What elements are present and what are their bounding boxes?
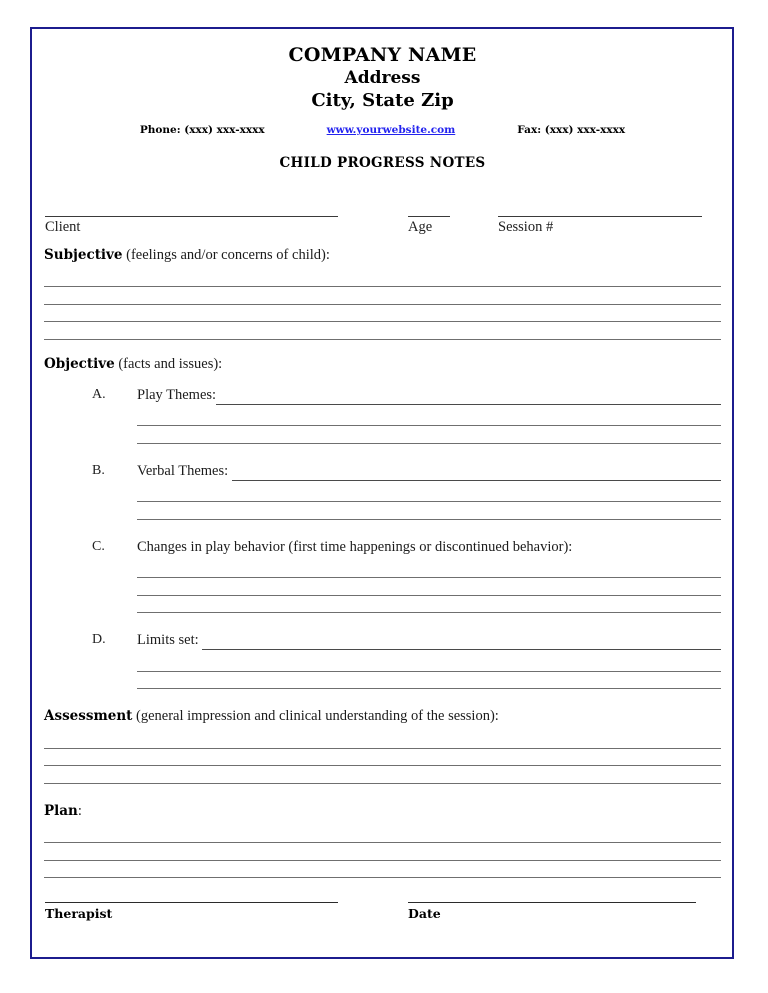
plan-heading-rest: :: [77, 802, 82, 819]
client-label: Client: [45, 218, 81, 235]
item-write-area[interactable]: [137, 409, 721, 444]
phone-text: Phone: (xxx) xxx-xxxx: [139, 123, 265, 136]
therapist-label: Therapist: [45, 906, 113, 921]
section-assessment: [44, 706, 721, 784]
plan-heading-bold: Plan: [44, 802, 78, 819]
subjective-heading: [44, 245, 721, 265]
session-field: [498, 202, 702, 236]
write-line[interactable]: [44, 766, 721, 784]
item-inline-row: [137, 385, 721, 405]
plan-heading: [44, 801, 721, 821]
write-line[interactable]: [44, 731, 721, 749]
write-line[interactable]: [137, 672, 721, 690]
item-letter: D.: [92, 632, 106, 648]
item-label: Verbal Themes:: [137, 462, 232, 479]
date-field: [408, 889, 696, 923]
objective-item-b: [44, 461, 721, 520]
form-title: CHILD PROGRESS NOTES: [279, 154, 486, 171]
write-line[interactable]: [44, 843, 721, 861]
session-number-label: Session #: [498, 218, 554, 235]
item-label: Play Themes:: [137, 386, 217, 403]
item-label: Changes in play behavior (first time happenings or discontinued behavior):: [137, 538, 573, 555]
section-subjective: [44, 245, 721, 340]
write-line[interactable]: [44, 749, 721, 767]
objective-heading-rest: (facts and issues):: [114, 355, 223, 372]
objective-items: [44, 385, 721, 690]
write-line[interactable]: [137, 578, 721, 596]
write-line[interactable]: [137, 426, 721, 444]
write-line[interactable]: [216, 389, 721, 405]
item-letter: C.: [92, 538, 105, 554]
contact-row: [44, 124, 721, 136]
assessment-heading-bold: Assessment: [44, 708, 133, 725]
website-link[interactable]: www.yourwebsite.com: [326, 123, 456, 136]
subjective-heading-rest: (feelings and/or concerns of child):: [122, 246, 330, 263]
write-line[interactable]: [137, 409, 721, 427]
item-body: [137, 630, 721, 689]
company-city-state-zip: City, State Zip: [311, 90, 454, 112]
write-line[interactable]: [137, 561, 721, 579]
company-name: COMPANY NAME: [288, 44, 477, 66]
objective-heading-bold: Objective: [44, 355, 115, 372]
write-line[interactable]: [44, 861, 721, 879]
item-inline-row: [137, 630, 721, 650]
write-line[interactable]: [44, 322, 721, 340]
document-body: [32, 29, 732, 957]
subjective-write-area[interactable]: [44, 270, 721, 340]
write-line[interactable]: [44, 826, 721, 844]
signature-row: [44, 889, 721, 923]
objective-heading: [44, 354, 721, 374]
section-objective: [44, 354, 721, 690]
write-line[interactable]: [44, 287, 721, 305]
write-line[interactable]: [137, 502, 721, 520]
item-body: [137, 537, 721, 614]
session-number-input[interactable]: [498, 202, 702, 217]
item-letter: B.: [92, 462, 105, 478]
age-input[interactable]: [408, 202, 450, 217]
letterhead: [44, 43, 721, 113]
item-write-area[interactable]: [137, 485, 721, 520]
item-write-area[interactable]: [137, 654, 721, 689]
write-line[interactable]: [232, 465, 721, 481]
write-line[interactable]: [202, 634, 721, 650]
therapist-field: [45, 889, 338, 923]
section-plan: [44, 801, 721, 879]
company-address: Address: [344, 68, 421, 89]
therapist-signature-input[interactable]: [45, 889, 338, 903]
item-inline-row: [137, 461, 721, 481]
client-input[interactable]: [45, 202, 338, 217]
date-label: Date: [408, 906, 441, 921]
write-line[interactable]: [137, 485, 721, 503]
identity-row: [44, 202, 721, 238]
client-field: [45, 202, 338, 236]
objective-item-a: [44, 385, 721, 444]
document-page-border: [30, 27, 734, 959]
objective-item-c: [44, 537, 721, 614]
write-line[interactable]: [137, 596, 721, 614]
write-line[interactable]: [137, 654, 721, 672]
item-label: Limits set:: [137, 632, 203, 649]
assessment-heading: [44, 706, 721, 726]
write-line[interactable]: [44, 305, 721, 323]
assessment-heading-rest: (general impression and clinical understanding of the session):: [132, 708, 499, 725]
item-letter: A.: [92, 386, 106, 402]
write-line[interactable]: [44, 270, 721, 288]
item-body: [137, 385, 721, 444]
subjective-heading-bold: Subjective: [44, 246, 123, 263]
fax-text: Fax: (xxx) xxx-xxxx: [517, 123, 626, 136]
assessment-write-area[interactable]: [44, 731, 721, 784]
objective-item-d: [44, 630, 721, 689]
plan-write-area[interactable]: [44, 826, 721, 879]
age-label: Age: [408, 218, 433, 235]
item-write-area[interactable]: [137, 561, 721, 614]
age-field: [408, 202, 450, 236]
item-body: [137, 461, 721, 520]
date-input[interactable]: [408, 889, 696, 903]
